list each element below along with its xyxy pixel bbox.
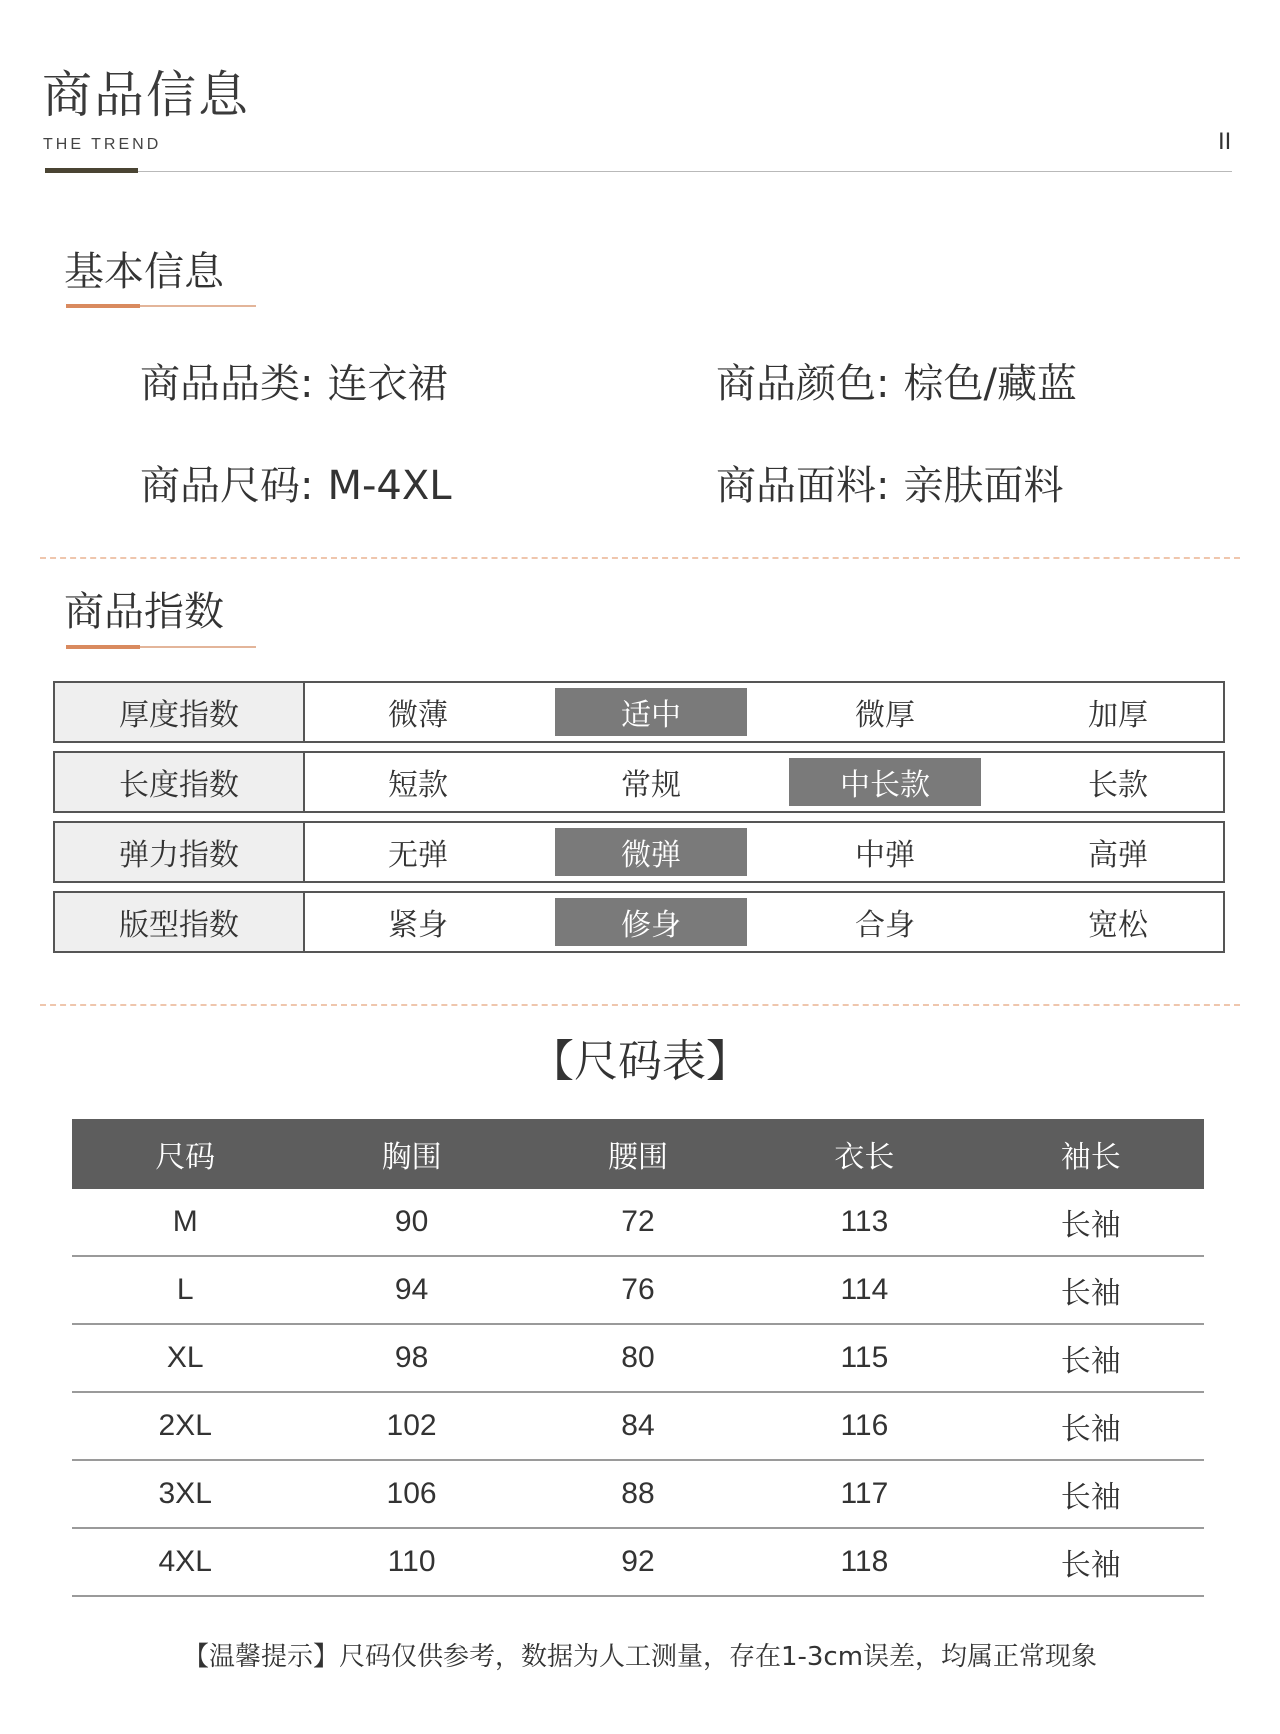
table-cell: 88 — [621, 1477, 655, 1510]
table-cell: 92 — [621, 1545, 655, 1578]
basic-info-title: 基本信息 — [64, 249, 224, 295]
table-cell: 长袖 — [1060, 1344, 1121, 1379]
table-row — [72, 1257, 1204, 1325]
index-option: 中弹 — [855, 838, 915, 873]
info-fabric-label: 商品面料: — [716, 463, 890, 509]
index-option: 微薄 — [388, 698, 448, 733]
table-cell: M — [172, 1205, 198, 1238]
index-title: 商品指数 — [64, 589, 224, 635]
table-cell: 72 — [621, 1205, 655, 1238]
index-option: 微厚 — [855, 698, 915, 733]
fit-index-row — [53, 891, 1225, 953]
basic-info-underline-accent — [66, 304, 140, 308]
table-row — [72, 1393, 1204, 1461]
table-row — [72, 1325, 1204, 1393]
index-row-label: 厚度指数 — [55, 683, 305, 741]
table-cell: 76 — [621, 1273, 655, 1306]
index-option-selected: 修身 — [555, 898, 747, 946]
table-cell: 98 — [394, 1341, 429, 1374]
table-cell: 113 — [840, 1205, 889, 1238]
table-cell: 长袖 — [1060, 1548, 1121, 1583]
table-row — [72, 1529, 1204, 1597]
info-fabric-value: 亲肤面料 — [903, 463, 1064, 509]
header-divider-accent — [45, 168, 138, 173]
table-cell: 117 — [840, 1477, 889, 1510]
index-option: 常规 — [621, 768, 681, 803]
table-cell: 4XL — [158, 1545, 212, 1578]
header-mark: II — [1218, 128, 1232, 155]
table-row — [72, 1189, 1204, 1257]
size-tip: 【温馨提示】尺码仅供参考，数据为人工测量，存在1-3cm误差，均属正常现象 — [182, 1642, 1098, 1672]
info-category — [140, 361, 448, 407]
table-cell: 2XL — [158, 1409, 212, 1442]
index-option: 加厚 — [1088, 698, 1148, 733]
info-size-label: 商品尺码: — [140, 463, 314, 509]
info-color — [716, 361, 1077, 407]
info-size — [140, 463, 452, 509]
index-option-selected: 适中 — [555, 688, 747, 736]
column-header: 袖长 — [1060, 1140, 1121, 1175]
index-option-selected: 中长款 — [789, 758, 981, 806]
info-category-value: 连衣裙 — [327, 361, 448, 407]
info-color-label: 商品颜色: — [716, 361, 890, 407]
index-row-label: 弹力指数 — [55, 823, 305, 881]
info-size-value: M-4XL — [327, 463, 452, 509]
index-option: 高弹 — [1088, 838, 1148, 873]
info-category-label: 商品品类: — [140, 361, 314, 407]
info-fabric — [716, 463, 1064, 509]
table-cell: 80 — [621, 1341, 655, 1374]
header-divider — [45, 171, 1232, 172]
index-option-selected: 微弹 — [555, 828, 747, 876]
table-cell: 长袖 — [1060, 1276, 1121, 1311]
thickness-index-row — [53, 681, 1225, 743]
table-cell: 长袖 — [1060, 1208, 1121, 1243]
index-option: 宽松 — [1088, 908, 1148, 943]
table-cell: L — [176, 1273, 194, 1306]
table-cell: 长袖 — [1060, 1480, 1121, 1515]
section-divider — [40, 557, 1240, 559]
index-option: 无弹 — [388, 838, 448, 873]
index-row-label: 版型指数 — [55, 893, 305, 951]
column-header: 腰围 — [607, 1140, 668, 1175]
table-cell: 106 — [386, 1477, 437, 1510]
table-cell: 116 — [840, 1409, 889, 1442]
column-header: 衣长 — [834, 1140, 895, 1175]
index-option: 紧身 — [388, 908, 448, 943]
column-header: 尺码 — [155, 1140, 216, 1175]
table-cell: 长袖 — [1060, 1412, 1121, 1447]
table-cell: 115 — [840, 1341, 889, 1374]
table-cell: 102 — [386, 1409, 437, 1442]
index-option: 长款 — [1088, 768, 1148, 803]
table-cell: 118 — [840, 1545, 889, 1578]
page-subtitle: THE TREND — [43, 136, 162, 153]
size-table-header — [72, 1119, 1204, 1189]
page-title: 商品信息 — [42, 66, 250, 124]
index-row-label: 长度指数 — [55, 753, 305, 811]
index-option: 合身 — [855, 908, 915, 943]
column-header: 胸围 — [381, 1140, 442, 1175]
index-underline-accent — [66, 645, 140, 649]
table-cell: XL — [166, 1341, 204, 1374]
length-index-row — [53, 751, 1225, 813]
table-cell: 3XL — [158, 1477, 212, 1510]
table-cell: 90 — [394, 1205, 429, 1238]
table-row — [72, 1461, 1204, 1529]
table-cell: 84 — [621, 1409, 655, 1442]
table-cell: 114 — [840, 1273, 889, 1306]
section-divider — [40, 1004, 1240, 1006]
size-table-title: 【尺码表】 — [530, 1036, 750, 1087]
table-cell: 94 — [394, 1273, 429, 1306]
index-option: 短款 — [388, 768, 448, 803]
info-color-value: 棕色/藏蓝 — [903, 361, 1077, 407]
table-cell: 110 — [387, 1545, 436, 1578]
elasticity-index-row — [53, 821, 1225, 883]
